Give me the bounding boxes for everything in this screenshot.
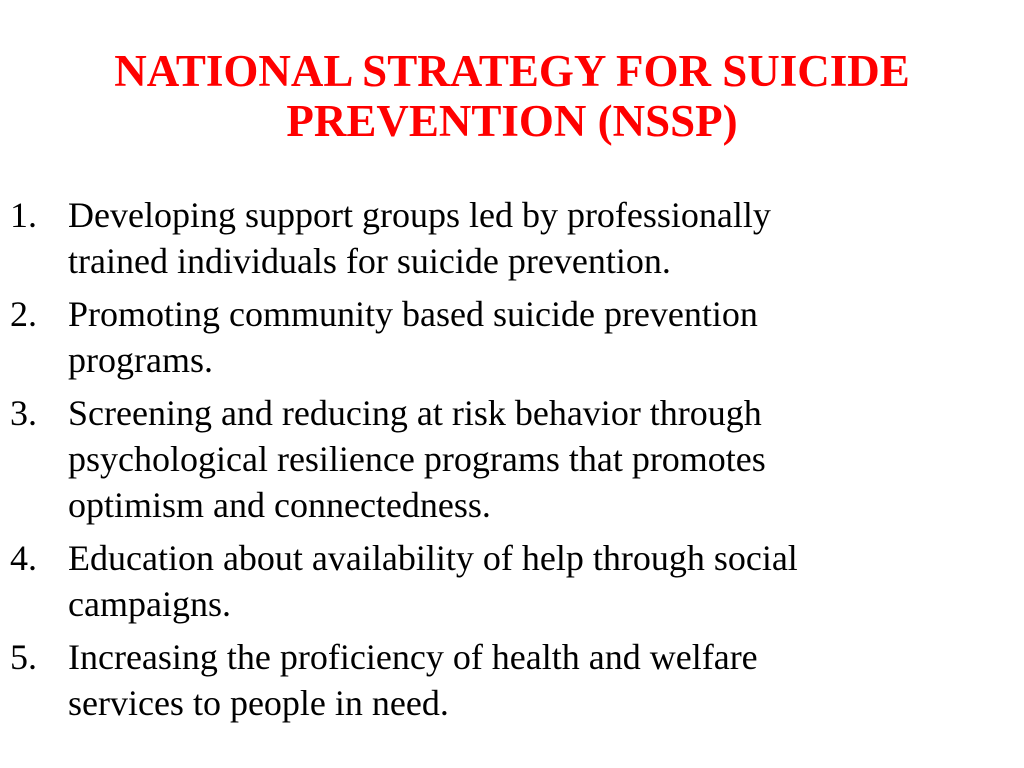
list-item-text <box>68 291 1010 383</box>
slide-title-line-1: NATIONAL STRATEGY FOR SUICIDE <box>114 46 910 96</box>
list-item-2 <box>10 291 1010 383</box>
list-item-4 <box>10 535 1010 627</box>
list-item-line: Education about availability of help through social <box>68 538 798 578</box>
list-item-line: Screening and reducing at risk behavior through <box>68 393 762 433</box>
list-item-line: Developing support groups led by professionally <box>68 195 771 235</box>
list-item-line: services to people in need. <box>68 683 449 723</box>
slide-title-line-2: PREVENTION (NSSP) <box>286 96 738 146</box>
list-item-number: 3. <box>10 393 37 433</box>
list-item-text <box>68 390 1010 528</box>
list-item-number: 4. <box>10 538 37 578</box>
list-item-line: programs. <box>68 340 213 380</box>
list-item-line: campaigns. <box>68 584 231 624</box>
list-item-1 <box>10 192 1010 284</box>
list-item-number: 1. <box>10 195 37 235</box>
list-item-line: Promoting community based suicide prevention <box>68 294 758 334</box>
slide-title <box>0 46 1024 146</box>
list-item-number: 2. <box>10 294 37 334</box>
list-item-3 <box>10 390 1010 528</box>
list-item-number: 5. <box>10 637 37 677</box>
list-item-line: Increasing the proficiency of health and welfare <box>68 637 758 677</box>
list-item-5 <box>10 634 1010 726</box>
list-item-text <box>68 535 1010 627</box>
list-item-line: optimism and connectedness. <box>68 485 491 525</box>
list-item-line: trained individuals for suicide prevention. <box>68 241 671 281</box>
strategy-list <box>10 192 1010 733</box>
list-item-line: psychological resilience programs that promotes <box>68 439 766 479</box>
list-item-text <box>68 634 1010 726</box>
list-item-text <box>68 192 1010 284</box>
